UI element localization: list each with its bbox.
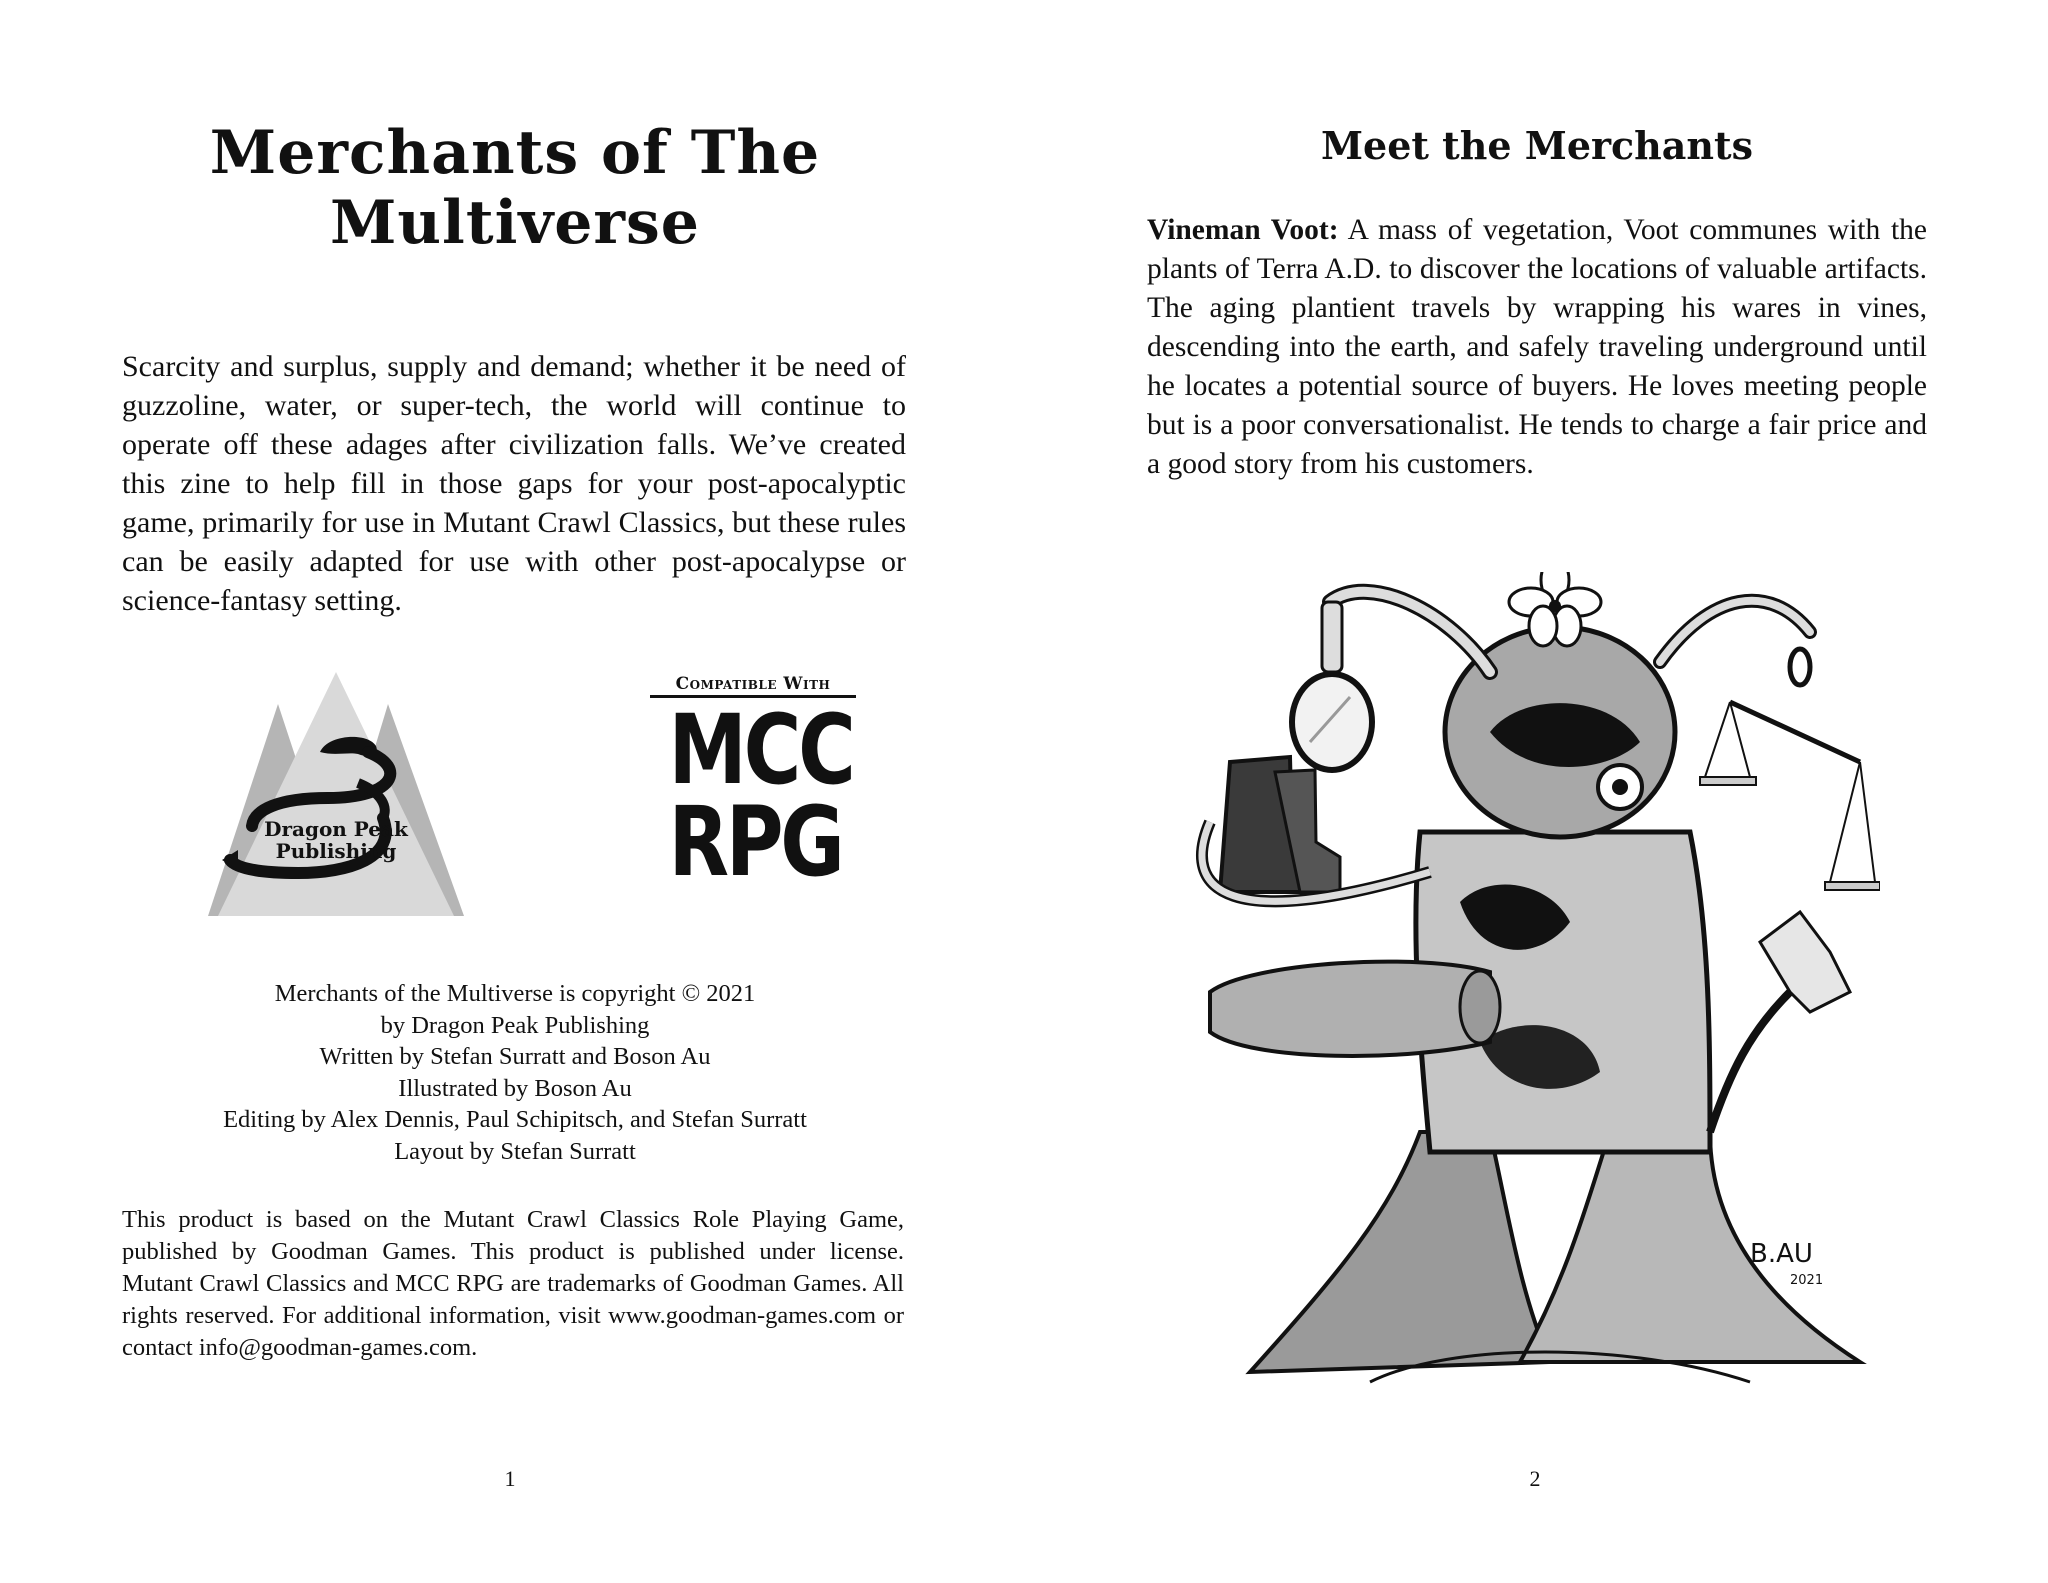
credit-writers: Written by Stefan Surratt and Boson Au — [319, 1043, 711, 1070]
legal-notice: This product is based on the Mutant Crawl Classics Role Playing Game, published by Goodman Games. This product is published under license. Mutant Crawl Classics and MCC RPG are trademarks of Goodman Games. All rights reserved. For additional information, visit www.goodman-games.com or contact info@goodman-games.com. — [122, 1206, 904, 1361]
mcc-wordmark: MCC — [668, 694, 853, 806]
mcc-rpg-compatible-logo — [650, 674, 856, 904]
plant-creature-illustration-icon — [1190, 572, 1880, 1412]
intro-paragraph: Scarcity and surplus, supply and demand; whether it be need of guzzoline, water, or super-tech, the world will continue to operate off these adages after civilization falls. We’ve created this zine to help fill in those gaps for your post-apocalyptic game, primarily for use in Mutant Crawl Classics, but these rules can be easily adapted for use with other post-apocalypse or science-fantasy setting. — [122, 350, 906, 617]
credit-editors: Editing by Alex Dennis, Paul Schipitsch, and Stefan Surratt — [223, 1106, 807, 1133]
artist-signature-year: 2021 — [1790, 1273, 1824, 1288]
right-page — [1024, 0, 2048, 1583]
page-number: 2 — [1529, 1466, 1541, 1491]
mountain-dragon-icon — [208, 668, 464, 918]
merchant-entry — [1147, 211, 1927, 484]
merchant-name: Vineman Voot: — [1147, 214, 1339, 246]
publisher-logo-line2: Publishing — [275, 839, 397, 863]
section-title: Meet the Merchants — [1320, 123, 1753, 168]
publisher-logo-line1: Dragon Peak — [264, 817, 408, 841]
page-title: Merchants of The Multiverse — [209, 118, 821, 258]
page-number: 1 — [504, 1466, 516, 1491]
dragon-peak-publishing-logo — [208, 668, 464, 918]
rpg-wordmark: RPG — [668, 786, 842, 898]
credit-layout: Layout by Stefan Surratt — [394, 1137, 636, 1165]
compatible-with-label: Compatible With — [650, 674, 856, 698]
merchant-description: A mass of vegetation, Voot communes with the plants of Terra A.D. to discover the locations of valuable artifacts. The aging plantient travels by wrapping his wares in vines, descending into the earth, and safely traveling underground until he locates a potential source of buyers. He loves meeting people but is a poor conversationalist. He tends to charge a fair price and a good story from his customers. — [1147, 214, 1927, 480]
credit-copyright: Merchants of the Multiverse is copyright © 2021 — [274, 980, 756, 1007]
credits-block — [150, 978, 880, 1167]
vineman-voot-illustration — [1190, 572, 1880, 1412]
credit-publisher: by Dragon Peak Publishing — [380, 1011, 650, 1039]
artist-signature: B.AU — [1750, 1239, 1813, 1269]
credit-illustrator: Illustrated by Boson Au — [398, 1074, 632, 1102]
